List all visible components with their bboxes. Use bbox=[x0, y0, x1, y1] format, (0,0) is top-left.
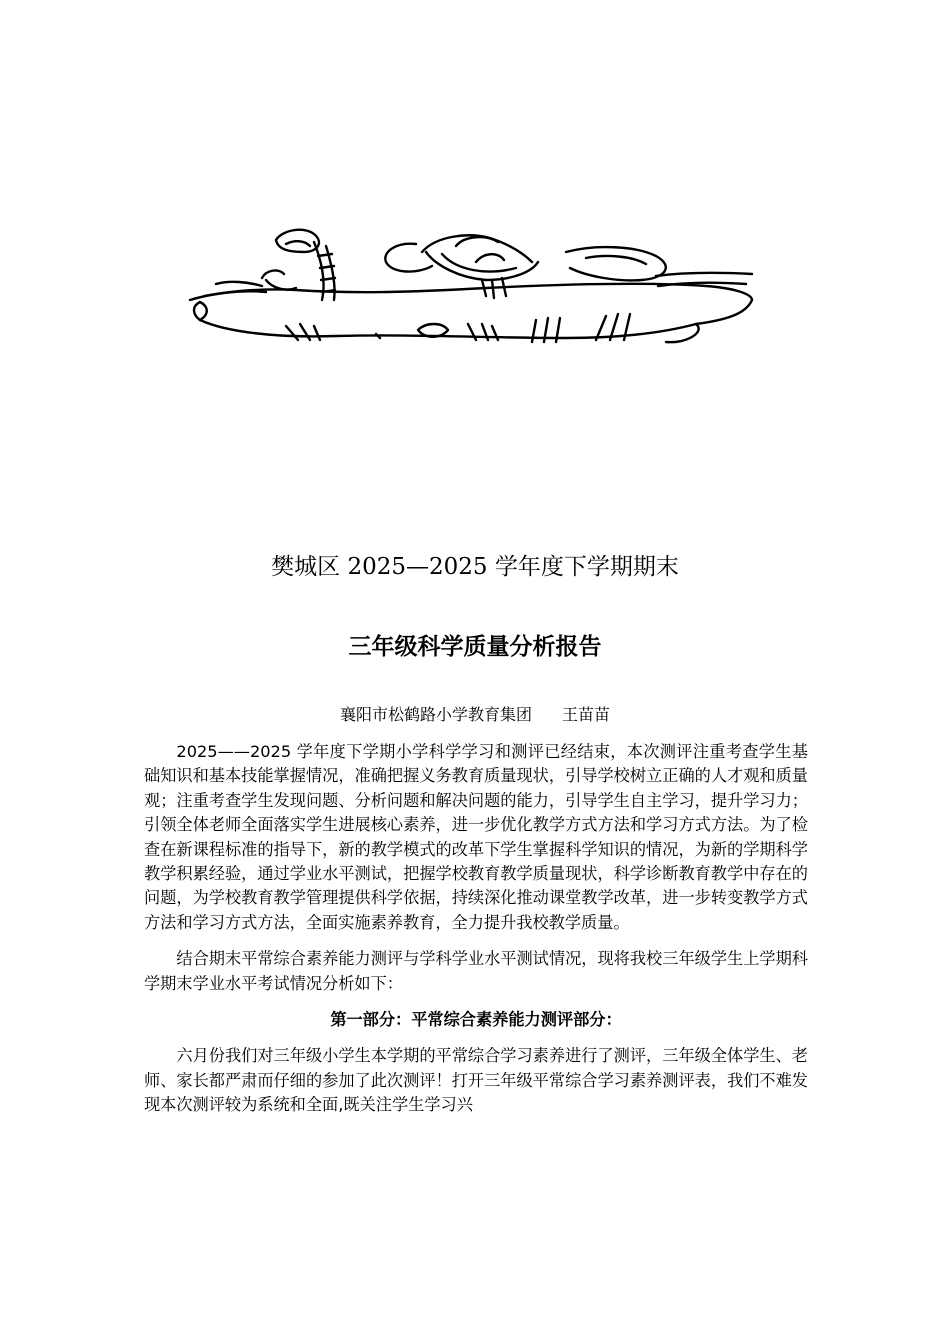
report-body bbox=[144, 740, 808, 1130]
lotus-logo bbox=[186, 222, 758, 350]
report-title-line1: 樊城区 2025—2025 学年度下学期期末 bbox=[271, 554, 679, 580]
section1-heading: 第一部分：平常综合素养能力测评部分： bbox=[330, 1010, 622, 1030]
author-line bbox=[0, 702, 950, 725]
intro-paragraph: 2025——2025 学年度下学期小学科学学习和测评已经结束，本次测评注重考查学生基础知识和基本技能掌握情况，准确把握义务教育质量现状，引导学校树立正确的人才观和质量观；注重考查学生发现问题、分析问题和解决问题的能力，引导学生自主学习，提升学习力；引领全体老师全面落实学生进展核心素养，进一步优化教学方式方法和学习方式方法。为了检查在新课程标准的指导下，新的教学模式的改革下学生掌握科学知识的情况，为新的学期科学教学积累经验，通过学业水平测试，把握学校教育教学质量现状，科学诊断教育教学中存在的问题，为学校教育教学管理提供科学依据，持续深化推动课堂教学改革，进一步转变教学方式方法和学习方式方法，全面实施素养教育，全力提升我校教学质量。 bbox=[144, 742, 808, 932]
report-title-line2: 三年级科学质量分析报告 bbox=[348, 634, 602, 660]
author-name: 王苗苗 bbox=[562, 705, 611, 724]
section1-paragraph: 六月份我们对三年级小学生本学期的平常综合学习素养进行了测评，三年级全体学生、老师、家长都严肃而仔细的参加了此次测评！打开三年级平常综合学习素养测评表，我们不难发现本次测评较为系统和全面,既关注学生学习兴 bbox=[144, 1046, 808, 1115]
author-organization: 襄阳市松鹤路小学教育集团 bbox=[339, 705, 532, 724]
summary-paragraph: 结合期末平常综合素养能力测评与学科学业水平测试情况，现将我校三年级学生上学期科学期末学业水平考试情况分析如下： bbox=[144, 949, 808, 993]
